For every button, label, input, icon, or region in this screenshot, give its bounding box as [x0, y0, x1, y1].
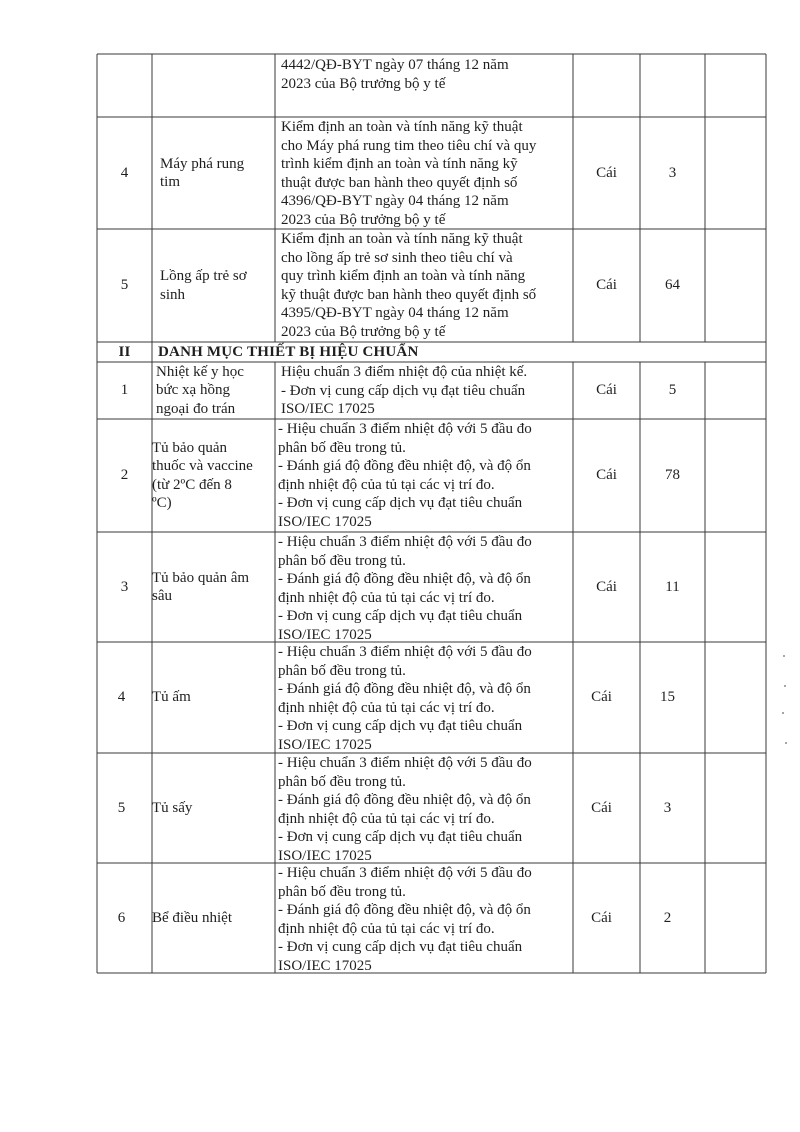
- row-5-description: Kiểm định an toàn và tính năng kỹ thuật cho lồng ấp trẻ sơ sinh theo tiêu chí và quy trình kiểm định an toàn và tính năng kỹ thuật được ban hành theo quyết định số 4395/QĐ-BYT ngày 04 tháng 12 năm 2023 của Bộ trưởng bộ y tế: [281, 231, 537, 340]
- calib-row-3-description: - Hiệu chuẩn 3 điểm nhiệt độ với 5 đầu đo phân bố đều trong tủ. - Đánh giá độ đồng đều nhiệt độ, và độ ổn định nhiệt độ của tủ tại các vị trí đo. - Đơn vị cung cấp dịch vụ đạt tiêu chuẩn ISO/IEC 17025: [278, 534, 532, 643]
- calib-row-6-stt: 6: [117, 909, 126, 926]
- row-4-stt: 4: [120, 164, 129, 181]
- row-4-device-name: Máy phá rung tim: [160, 155, 245, 190]
- calib-row-6-quantity: 2: [663, 909, 672, 926]
- calib-row-5-device-name: Tủ sấy: [152, 799, 193, 816]
- calib-row-3-unit: Cái: [596, 578, 617, 595]
- row-4-description: Kiểm định an toàn và tính năng kỹ thuật cho Máy phá rung tim theo tiêu chí và quy trình kiểm định an toàn và tính năng kỹ thuật được ban hành theo quyết định số 4396/QĐ-BYT ngày 04 tháng 12 năm 2023 của Bộ trưởng bộ y tế: [281, 119, 537, 228]
- calib-row-4-unit: Cái: [591, 689, 612, 706]
- calib-row-4-description: - Hiệu chuẩn 3 điểm nhiệt độ với 5 đầu đo phân bố đều trong tủ. - Đánh giá độ đồng đều nhiệt độ, và độ ổn định nhiệt độ của tủ tại các vị trí đo. - Đơn vị cung cấp dịch vụ đạt tiêu chuẩn ISO/IEC 17025: [278, 644, 532, 753]
- calib-row-3-stt: 3: [120, 578, 129, 595]
- row-5-quantity: 64: [665, 277, 680, 294]
- row-5-stt: 5: [120, 277, 129, 294]
- calib-row-2-device-name: Tủ bảo quản thuốc và vaccine (từ 2ºC đến 8 ºC): [152, 439, 253, 511]
- section-title: DANH MỤC THIẾT BỊ HIỆU CHUẨN: [158, 343, 419, 360]
- calib-row-5-stt: 5: [117, 799, 126, 816]
- calib-row-5-unit: Cái: [591, 799, 612, 816]
- row-5-unit: Cái: [596, 277, 617, 294]
- calib-row-4-quantity: 15: [660, 689, 675, 706]
- calib-row-3-quantity: 11: [665, 578, 680, 595]
- calib-row-4-stt: 4: [117, 689, 126, 706]
- calib-row-1-device-name: Nhiệt kế y học bức xạ hồng ngoại đo trán: [156, 363, 244, 417]
- calib-row-2-stt: 2: [120, 467, 129, 484]
- calib-row-6-device-name: Bể điều nhiệt: [152, 909, 232, 926]
- calib-row-6-description: - Hiệu chuẩn 3 điểm nhiệt độ với 5 đầu đo phân bố đều trong tủ. - Đánh giá độ đồng đều nhiệt độ, và độ ổn định nhiệt độ của tủ tại các vị trí đo. - Đơn vị cung cấp dịch vụ đạt tiêu chuẩn ISO/IEC 17025: [278, 865, 532, 974]
- calib-row-2-unit: Cái: [596, 467, 617, 484]
- calib-row-5-description: - Hiệu chuẩn 3 điểm nhiệt độ với 5 đầu đo phân bố đều trong tủ. - Đánh giá độ đồng đều nhiệt độ, và độ ổn định nhiệt độ của tủ tại các vị trí đo. - Đơn vị cung cấp dịch vụ đạt tiêu chuẩn ISO/IEC 17025: [278, 755, 532, 864]
- calib-row-1-stt: 1: [120, 382, 129, 399]
- row-4-unit: Cái: [596, 164, 617, 181]
- calib-row-5-quantity: 3: [663, 799, 672, 816]
- calib-row-3-device-name: Tủ bảo quản âm sâu: [152, 569, 250, 604]
- calib-row-4-device-name: Tủ ấm: [152, 689, 191, 706]
- calib-row-1-quantity: 5: [668, 382, 677, 399]
- continuation-description: 4442/QĐ-BYT ngày 07 tháng 12 năm 2023 của Bộ trưởng bộ y tế: [281, 57, 509, 92]
- calib-row-2-description: - Hiệu chuẩn 3 điểm nhiệt độ với 5 đầu đo phân bố đều trong tủ. - Đánh giá độ đồng đều nhiệt độ, và độ ổn định nhiệt độ của tủ tại các vị trí đo. - Đơn vị cung cấp dịch vụ đạt tiêu chuẩn ISO/IEC 17025: [278, 421, 532, 530]
- calib-row-1-unit: Cái: [596, 382, 617, 399]
- calib-row-1-description: Hiệu chuẩn 3 điểm nhiệt độ của nhiệt kế. - Đơn vị cung cấp dịch vụ đạt tiêu chuẩn ISO/IEC 17025: [281, 364, 528, 417]
- section-number: II: [118, 343, 131, 360]
- row-4-quantity: 3: [668, 164, 677, 181]
- calib-row-6-unit: Cái: [591, 909, 612, 926]
- row-5-device-name: Lồng ấp trẻ sơ sinh: [160, 268, 247, 303]
- calib-row-2-quantity: 78: [665, 467, 680, 484]
